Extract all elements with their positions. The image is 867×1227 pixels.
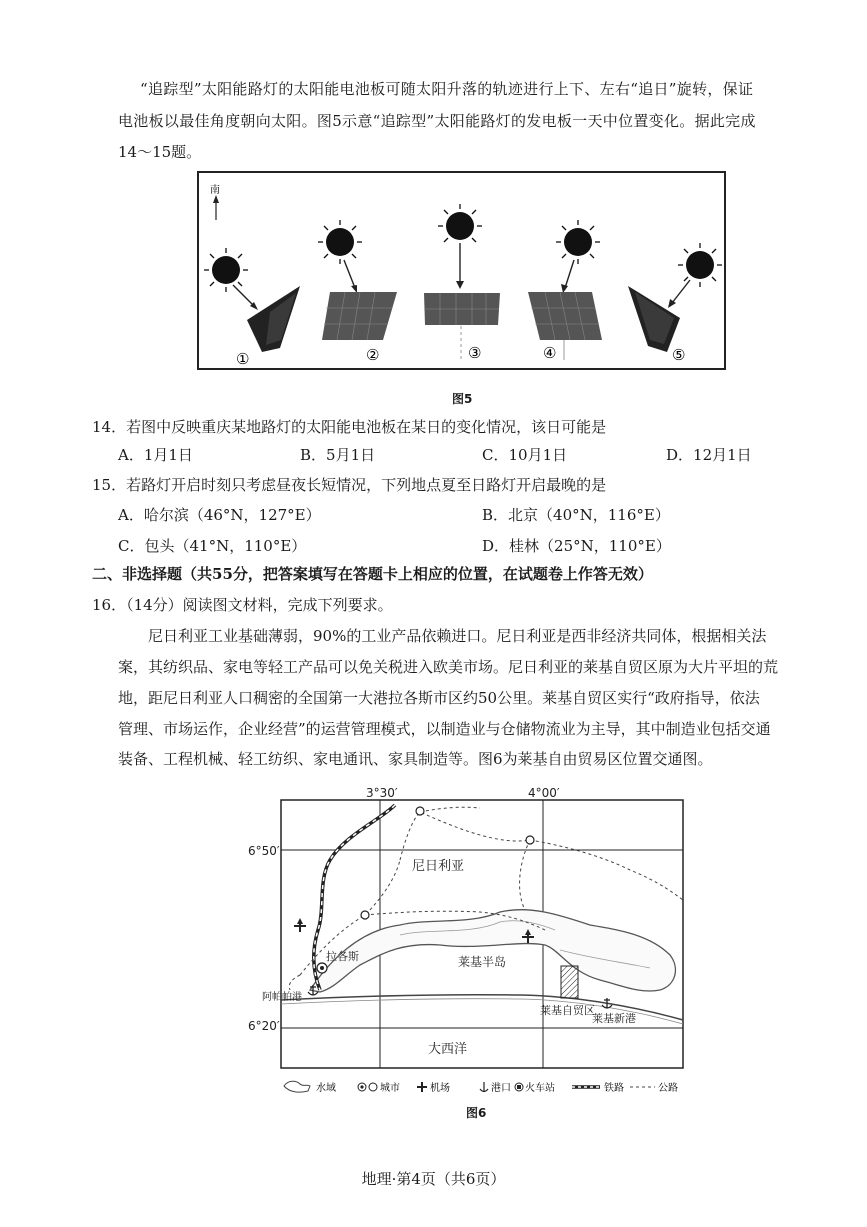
- q14-option-b[interactable]: B．5月1日: [300, 446, 376, 464]
- legend-road: 公路: [658, 1083, 678, 1094]
- q15-option-d[interactable]: D．桂林（25°N，110°E）: [482, 537, 671, 555]
- compass-label: 南: [210, 185, 220, 196]
- legend-station: 火车站: [525, 1083, 555, 1094]
- city-marker: [416, 807, 424, 815]
- city-marker: [526, 836, 534, 844]
- sun-icon: [204, 248, 248, 292]
- position-label-5: ⑤: [672, 346, 686, 364]
- city-legend-icon: [358, 1083, 377, 1091]
- label-lekki-ftz: 莱基自贸区: [540, 1004, 595, 1017]
- label-apapa: 阿帕帕港: [262, 992, 302, 1003]
- q15-option-c[interactable]: C．包头（41°N，110°E）: [118, 537, 307, 555]
- legend-airport: 机场: [430, 1083, 450, 1094]
- sun-icon: [556, 220, 600, 264]
- label-lekki-port: 莱基新港: [592, 1012, 636, 1025]
- solar-panel-2: [322, 292, 397, 340]
- airport-legend-icon: [417, 1082, 427, 1092]
- compass-arrow-icon: [213, 195, 219, 220]
- train-station-legend-icon: [515, 1083, 523, 1091]
- position-label-4: ④: [543, 344, 557, 362]
- q14-option-a[interactable]: A．1月1日: [118, 446, 193, 464]
- intro-line-3: 14～15题。: [118, 143, 202, 161]
- city-marker: [361, 911, 369, 919]
- q14-option-d[interactable]: D．12月1日: [666, 446, 752, 464]
- lat-label-650: 6°50′: [248, 844, 280, 858]
- position-label-1: ①: [236, 350, 250, 368]
- legend-water: 水域: [316, 1083, 336, 1094]
- position-label-2: ②: [366, 346, 380, 364]
- legend-railway: 铁路: [604, 1083, 624, 1094]
- label-lagos: 拉各斯: [326, 950, 359, 963]
- q16-para-line-2: 案，其纺织品、家电等轻工产品可以免关税进入欧美市场。尼日利亚的莱基自贸区原为大片平坦的荒: [118, 658, 779, 676]
- page-footer: 地理·第4页（共6页）: [361, 1170, 506, 1188]
- position-label-3: ③: [468, 344, 482, 362]
- q14-option-c[interactable]: C．10月1日: [482, 446, 568, 464]
- intro-line-2: 电池板以最佳角度朝向太阳。图5示意“追踪型”太阳能路灯的发电板一天中位置变化。据此完成: [118, 112, 756, 130]
- q16-para-line-5: 装备、工程机械、轻工纺织、家电通讯、家具制造等。图6为莱基自由贸易区位置交通图。: [118, 750, 713, 768]
- figure-5: [0, 160, 867, 400]
- water-legend-icon: [284, 1081, 310, 1092]
- port-legend-icon: [480, 1082, 488, 1092]
- q16-para-line-1: 尼日利亚工业基础薄弱，90%的工业产品依赖进口。尼日利亚是西非经济共同体，根据相关法: [148, 627, 767, 645]
- lekki-ftz-area: [561, 966, 578, 998]
- q16-stem: 16．（14分）阅读图文材料，完成下列要求。: [92, 596, 393, 614]
- map-legend: [284, 1081, 678, 1094]
- fig5-caption: 图5: [452, 392, 473, 406]
- q15-option-b[interactable]: B．北京（40°N，116°E）: [482, 506, 670, 524]
- q15-stem: 15．若路灯开启时刻只考虑昼夜长短情况，下列地点夏至日路灯开启最晚的是: [92, 476, 607, 494]
- q14-stem: 14．若图中反映重庆某地路灯的太阳能电池板在某日的变化情况，该日可能是: [92, 418, 607, 436]
- label-atlantic: 大西洋: [428, 1042, 468, 1057]
- sun-icon: [678, 243, 722, 287]
- label-nigeria: 尼日利亚: [412, 859, 465, 874]
- legend-city: 城市: [380, 1083, 400, 1094]
- legend-port: 港口: [491, 1083, 511, 1094]
- section-2-heading: 二、非选择题（共55分，把答案填写在答题卡上相应的位置，在试题卷上作答无效）: [92, 565, 653, 583]
- q16-para-line-4: 管理、市场运作，企业经营”的运营管理模式，以制造业与仓储物流业为主导，其中制造业包括交通: [118, 720, 771, 738]
- sun-icon: [438, 204, 482, 248]
- label-lekki-peninsula: 莱基半岛: [458, 955, 507, 969]
- intro-line-1: “追踪型”太阳能路灯的太阳能电池板可随太阳升落的轨迹进行上下、左右“追日”旋转，保证: [140, 80, 754, 98]
- figure-6-map: [0, 780, 867, 1120]
- fig6-caption: 图6: [466, 1106, 487, 1120]
- lat-label-620: 6°20′: [248, 1019, 280, 1033]
- q16-para-line-3: 地，距尼日利亚人口稠密的全国第一大港拉各斯市区约50公里。莱基自贸区实行“政府指导，依法: [118, 689, 760, 707]
- sun-icon: [318, 220, 362, 264]
- lon-label-330: 3°30′: [366, 786, 398, 800]
- lagos-city-marker: [317, 963, 327, 973]
- q15-option-a[interactable]: A．哈尔滨（46°N，127°E）: [118, 506, 321, 524]
- lon-label-400: 4°00′: [528, 786, 560, 800]
